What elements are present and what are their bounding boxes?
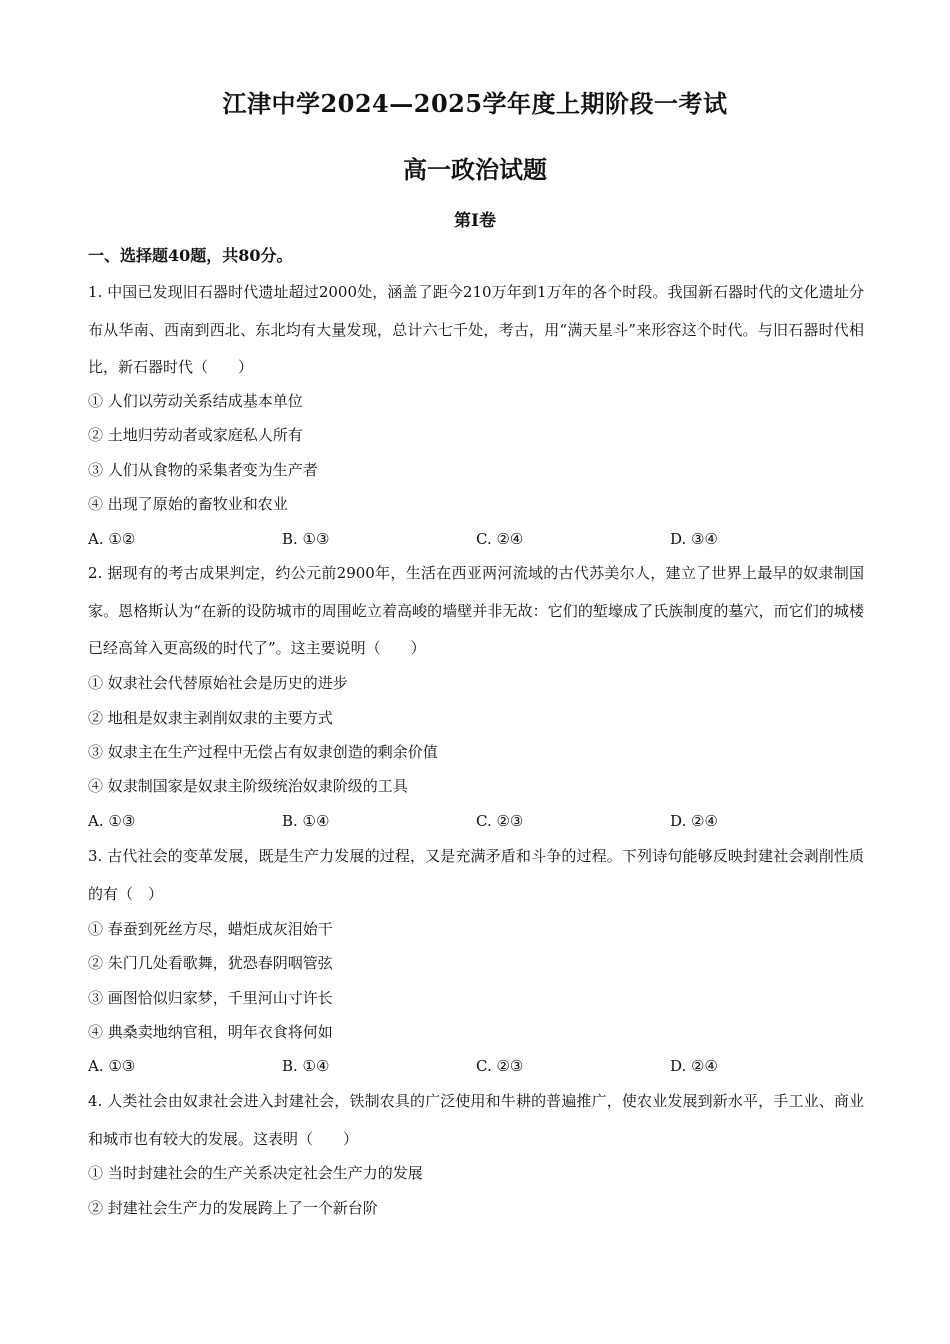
question-4-stem: 4. 人类社会由奴隶社会进入封建社会，铁制农具的广泛使用和牛耕的普遍推广，使农业发展到新水平，手工业、商业和城市也有较大的发展。这表明（ ） xyxy=(88,1092,864,1148)
question-1-choice-a[interactable]: A. ①② xyxy=(88,530,136,548)
exam-subtitle: 高一政治试题 xyxy=(403,155,547,184)
question-2-option-4: ④ 奴隶制国家是奴隶主阶级统治奴隶阶级的工具 xyxy=(88,777,408,795)
question-3-option-3: ③ 画图恰似归家梦，千里河山寸许长 xyxy=(88,989,333,1007)
question-1-option-1: ① 人们以劳动关系结成基本单位 xyxy=(88,392,303,410)
question-3-stem: 3. 古代社会的变革发展，既是生产力发展的过程，又是充满矛盾和斗争的过程。下列诗句能够反映封建社会剥削性质的有（ ） xyxy=(88,847,864,903)
question-1-option-3: ③ 人们从食物的采集者变为生产者 xyxy=(88,461,318,479)
question-2-option-2: ② 地租是奴隶主剥削奴隶的主要方式 xyxy=(88,709,333,727)
question-3-choice-a[interactable]: A. ①③ xyxy=(88,1057,136,1075)
question-3-choice-d[interactable]: D. ②④ xyxy=(670,1057,718,1075)
question-2-choice-a[interactable]: A. ①③ xyxy=(88,812,136,830)
question-1-option-2: ② 土地归劳动者或家庭私人所有 xyxy=(88,426,303,444)
question-2-option-3: ③ 奴隶主在生产过程中无偿占有奴隶创造的剩余价值 xyxy=(88,743,438,761)
question-3-option-1: ① 春蚕到死丝方尽，蜡炬成灰泪始干 xyxy=(88,920,333,938)
question-2-stem: 2. 据现有的考古成果判定，约公元前2900年，生活在西亚两河流域的古代苏美尔人，建立了世界上最早的奴隶制国家。恩格斯认为“在新的设防城市的周围屹立着高峻的墙壁并非无故：它们的堑壕成了氏族制度的墓穴，而它们的城楼已经高耸入更高级的时代了”。这主要说明（ ） xyxy=(88,564,864,657)
question-1-option-4: ④ 出现了原始的畜牧业和农业 xyxy=(88,495,288,513)
section-heading: 一、选择题40题，共80分。 xyxy=(88,246,293,265)
question-1-stem: 1. 中国已发现旧石器时代遗址超过2000处，涵盖了距今210万年到1万年的各个时段。我国新石器时代的文化遗址分布从华南、西南到西北、东北均有大量发现，总计六七千处，考古，用“满天星斗”来形容这个时代。与旧石器时代相比，新石器时代（ ） xyxy=(88,283,864,376)
exam-title: 江津中学2024—2025学年度上期阶段一考试 xyxy=(222,89,728,118)
question-3-option-2: ② 朱门几处看歌舞，犹恐春阴咽管弦 xyxy=(88,954,333,972)
question-4-option-1: ① 当时封建社会的生产关系决定社会生产力的发展 xyxy=(88,1164,423,1182)
volume-label: 第Ⅰ卷 xyxy=(454,211,496,231)
question-1-choice-b[interactable]: B. ①③ xyxy=(282,530,330,548)
question-3-choice-b[interactable]: B. ①④ xyxy=(282,1057,330,1075)
question-2-choices xyxy=(88,808,864,834)
question-3-choice-c[interactable]: C. ②③ xyxy=(476,1057,524,1075)
question-1-choice-c[interactable]: C. ②④ xyxy=(476,530,524,548)
question-1-choices xyxy=(88,526,864,552)
question-1-choice-d[interactable]: D. ③④ xyxy=(670,530,718,548)
question-2-choice-c[interactable]: C. ②③ xyxy=(476,812,524,830)
question-2-option-1: ① 奴隶社会代替原始社会是历史的进步 xyxy=(88,674,348,692)
question-2-choice-d[interactable]: D. ②④ xyxy=(670,812,718,830)
question-2-choice-b[interactable]: B. ①④ xyxy=(282,812,330,830)
question-4-option-2: ② 封建社会生产力的发展跨上了一个新台阶 xyxy=(88,1199,378,1217)
question-3-choices xyxy=(88,1053,864,1079)
question-3-option-4: ④ 典桑卖地纳官租，明年衣食将何如 xyxy=(88,1023,333,1041)
